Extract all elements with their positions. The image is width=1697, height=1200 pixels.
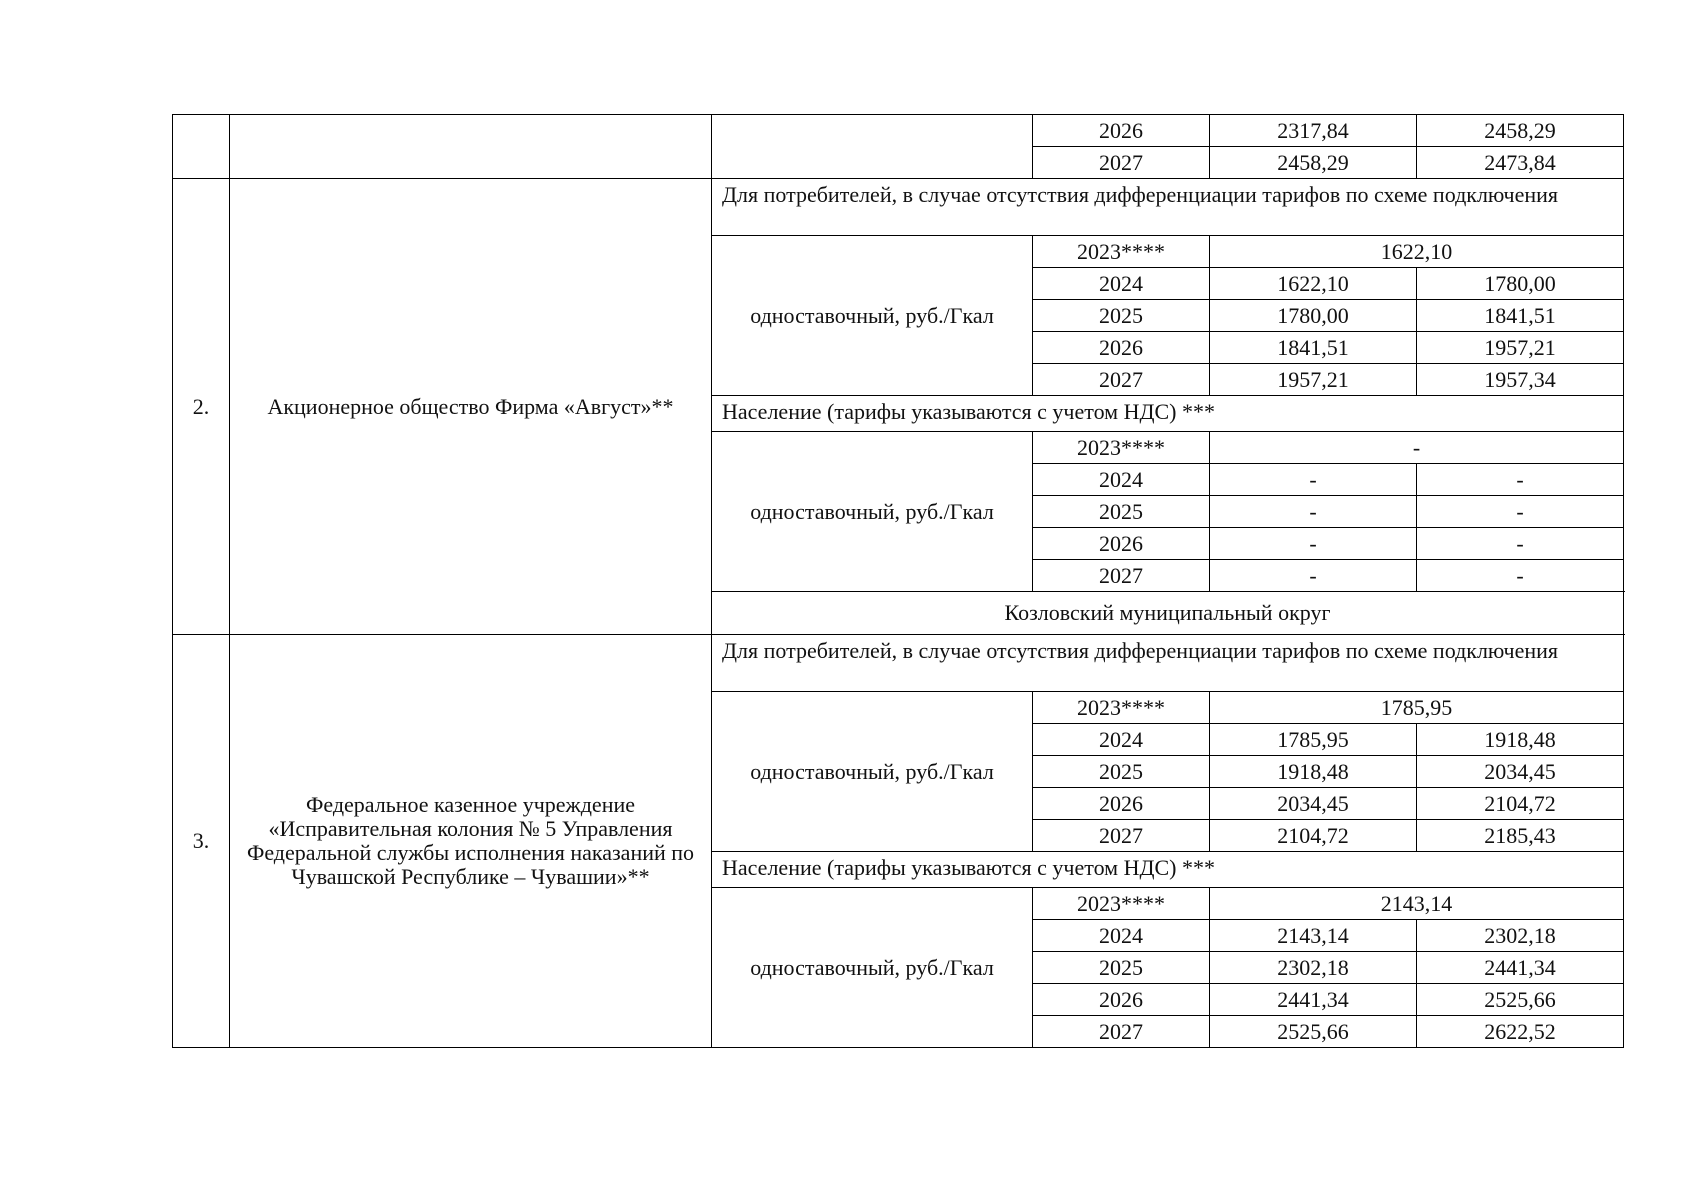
section-header: Население (тарифы указываются с учетом НДС) *** bbox=[712, 396, 1624, 432]
value-cell: - bbox=[1210, 528, 1417, 560]
table-row bbox=[173, 179, 1624, 236]
section-header: Для потребителей, в случае отсутствия дифференциации тарифов по схеме подключения bbox=[712, 179, 1624, 236]
value-cell: 1918,48 bbox=[1210, 756, 1417, 788]
value-cell: 2302,18 bbox=[1210, 952, 1417, 984]
year-cell: 2024 bbox=[1033, 268, 1210, 300]
value-cell: 2622,52 bbox=[1417, 1016, 1624, 1048]
value-cell: 2143,14 bbox=[1210, 888, 1624, 920]
value-cell: 2143,14 bbox=[1210, 920, 1417, 952]
value-cell: 2104,72 bbox=[1210, 820, 1417, 852]
value-cell: 2441,34 bbox=[1417, 952, 1624, 984]
section-header: Население (тарифы указываются с учетом НДС) *** bbox=[712, 852, 1624, 888]
value-cell: 1780,00 bbox=[1210, 300, 1417, 332]
row-number: 3. bbox=[173, 635, 230, 1048]
year-cell: 2024 bbox=[1033, 724, 1210, 756]
value-cell: - bbox=[1210, 496, 1417, 528]
year-cell: 2026 bbox=[1033, 788, 1210, 820]
value-cell: 2034,45 bbox=[1417, 756, 1624, 788]
org-cell bbox=[230, 115, 712, 179]
tariff-type: одноставочный, руб./Гкал bbox=[712, 432, 1033, 592]
year-cell: 2025 bbox=[1033, 300, 1210, 332]
value-cell: - bbox=[1210, 560, 1417, 592]
type-cell bbox=[712, 115, 1033, 179]
year-cell: 2024 bbox=[1033, 920, 1210, 952]
value-cell: 2458,29 bbox=[1417, 115, 1624, 147]
year-cell: 2024 bbox=[1033, 464, 1210, 496]
year-cell: 2027 bbox=[1033, 1016, 1210, 1048]
value-cell: 2525,66 bbox=[1417, 984, 1624, 1016]
value-cell: 2473,84 bbox=[1417, 147, 1624, 179]
year-cell: 2026 bbox=[1033, 332, 1210, 364]
value-cell: 2458,29 bbox=[1210, 147, 1417, 179]
year-cell: 2023**** bbox=[1033, 888, 1210, 920]
value-cell: 1785,95 bbox=[1210, 724, 1417, 756]
value-cell: 1918,48 bbox=[1417, 724, 1624, 756]
value-cell: 1957,21 bbox=[1210, 364, 1417, 396]
year-cell: 2025 bbox=[1033, 756, 1210, 788]
year-cell: 2026 bbox=[1033, 115, 1210, 147]
value-cell: 1622,10 bbox=[1210, 236, 1624, 268]
value-cell: 2104,72 bbox=[1417, 788, 1624, 820]
tariff-type: одноставочный, руб./Гкал bbox=[712, 236, 1033, 396]
year-cell: 2023**** bbox=[1033, 236, 1210, 268]
year-cell: 2027 bbox=[1033, 820, 1210, 852]
value-cell: - bbox=[1417, 496, 1624, 528]
organization-name: Акционерное общество Фирма «Август»** bbox=[230, 179, 712, 635]
year-cell: 2027 bbox=[1033, 364, 1210, 396]
value-cell: 1780,00 bbox=[1417, 268, 1624, 300]
value-cell: 2034,45 bbox=[1210, 788, 1417, 820]
table-row bbox=[173, 635, 1624, 692]
year-cell: 2023**** bbox=[1033, 692, 1210, 724]
value-cell: - bbox=[1210, 464, 1417, 496]
value-cell: 2317,84 bbox=[1210, 115, 1417, 147]
year-cell: 2025 bbox=[1033, 952, 1210, 984]
value-cell: 2185,43 bbox=[1417, 820, 1624, 852]
value-cell: - bbox=[1417, 528, 1624, 560]
value-cell: 1622,10 bbox=[1210, 268, 1417, 300]
section-header: Для потребителей, в случае отсутствия дифференциации тарифов по схеме подключения bbox=[712, 635, 1624, 692]
num-cell bbox=[173, 115, 230, 179]
year-cell: 2026 bbox=[1033, 528, 1210, 560]
district-heading: Козловский муниципальный округ bbox=[712, 592, 1624, 635]
tariff-type: одноставочный, руб./Гкал bbox=[712, 692, 1033, 852]
value-cell: - bbox=[1210, 432, 1624, 464]
value-cell: 2302,18 bbox=[1417, 920, 1624, 952]
organization-name: Федеральное казенное учреждение «Исправительная колония № 5 Управления Федеральной службы исполнения наказаний по Чувашской Республике – Чувашии»** bbox=[230, 635, 712, 1048]
value-cell: 1841,51 bbox=[1417, 300, 1624, 332]
tariff-table bbox=[172, 114, 1624, 1048]
value-cell: - bbox=[1417, 560, 1624, 592]
value-cell: 1841,51 bbox=[1210, 332, 1417, 364]
value-cell: 1785,95 bbox=[1210, 692, 1624, 724]
value-cell: 1957,21 bbox=[1417, 332, 1624, 364]
tariff-type: одноставочный, руб./Гкал bbox=[712, 888, 1033, 1048]
value-cell: 2441,34 bbox=[1210, 984, 1417, 1016]
row-number: 2. bbox=[173, 179, 230, 635]
year-cell: 2027 bbox=[1033, 560, 1210, 592]
table-row bbox=[173, 115, 1624, 147]
year-cell: 2023**** bbox=[1033, 432, 1210, 464]
year-cell: 2025 bbox=[1033, 496, 1210, 528]
value-cell: 1957,34 bbox=[1417, 364, 1624, 396]
value-cell: 2525,66 bbox=[1210, 1016, 1417, 1048]
year-cell: 2026 bbox=[1033, 984, 1210, 1016]
value-cell: - bbox=[1417, 464, 1624, 496]
year-cell: 2027 bbox=[1033, 147, 1210, 179]
